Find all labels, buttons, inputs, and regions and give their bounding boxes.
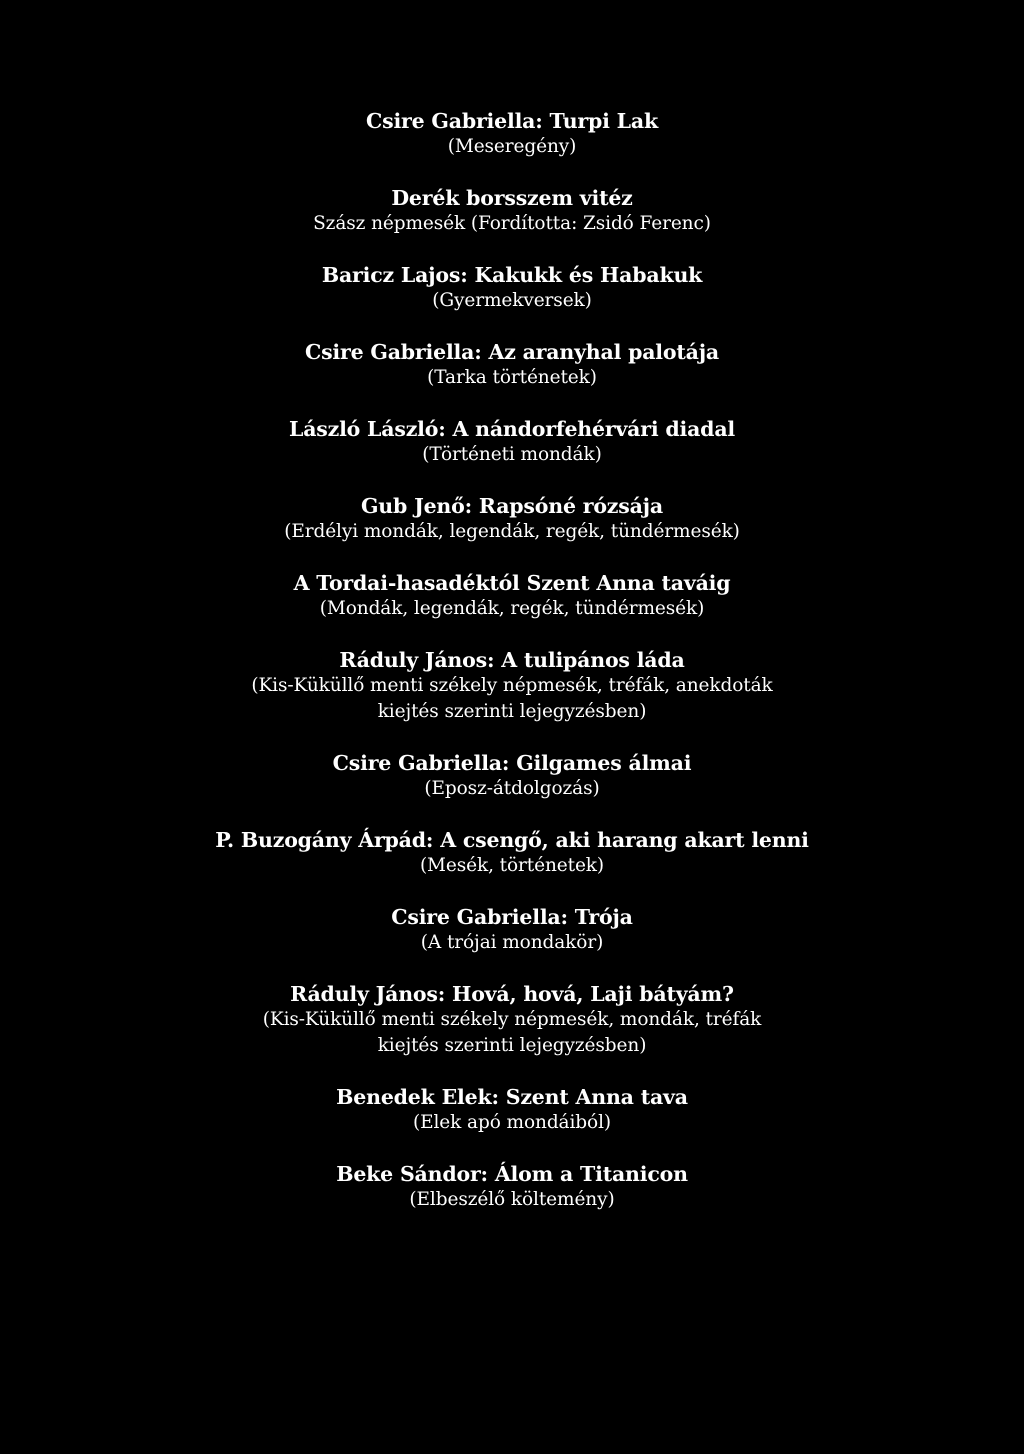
- book-subtitle-line2: kiejtés szerinti lejegyzésben): [377, 701, 647, 722]
- book-title: Csire Gabriella: Az aranyhal palotája: [304, 340, 720, 364]
- book-subtitle-line2: kiejtés szerinti lejegyzésben): [377, 1035, 647, 1056]
- book-entry: [0, 827, 1024, 904]
- book-entry: [0, 570, 1024, 647]
- book-entry: [0, 1161, 1024, 1238]
- book-title: P. Buzogány Árpád: A csengő, aki harang akart lenni: [215, 828, 809, 852]
- book-list: [0, 108, 1024, 1238]
- book-title: Benedek Elek: Szent Anna tava: [336, 1085, 688, 1109]
- book-subtitle: (Történeti mondák): [422, 444, 602, 465]
- book-title: Gub Jenő: Rapsóné rózsája: [361, 494, 663, 518]
- book-subtitle: (Elek apó mondáiból): [412, 1112, 612, 1133]
- book-entry: [0, 416, 1024, 493]
- book-subtitle: (Tarka történetek): [427, 367, 597, 388]
- book-subtitle: (Mondák, legendák, regék, tündérmesék): [319, 598, 705, 619]
- book-title: Beke Sándor: Álom a Titanicon: [336, 1162, 688, 1186]
- book-title: Ráduly János: Hová, hová, Laji bátyám?: [290, 982, 734, 1006]
- book-entry: [0, 981, 1024, 1084]
- book-subtitle: (Eposz-átdolgozás): [424, 778, 600, 799]
- book-entry: [0, 647, 1024, 750]
- book-entry: [0, 339, 1024, 416]
- book-title: Ráduly János: A tulipános láda: [339, 648, 685, 672]
- book-subtitle: (Meseregény): [447, 136, 577, 157]
- book-title: Derék borsszem vitéz: [391, 186, 633, 210]
- book-entry: [0, 750, 1024, 827]
- book-entry: [0, 493, 1024, 570]
- book-subtitle: (A trójai mondakör): [420, 932, 604, 953]
- book-subtitle: Szász népmesék (Fordította: Zsidó Ferenc): [313, 213, 711, 234]
- book-entry: [0, 185, 1024, 262]
- book-title: Baricz Lajos: Kakukk és Habakuk: [321, 263, 703, 287]
- book-subtitle: (Kis-Küküllő menti székely népmesék, mondák, tréfák: [262, 1009, 762, 1030]
- book-subtitle: (Gyermekversek): [432, 290, 592, 311]
- book-entry: [0, 904, 1024, 981]
- book-title: László László: A nándorfehérvári diadal: [288, 417, 735, 441]
- book-title: Csire Gabriella: Turpi Lak: [366, 109, 658, 133]
- book-subtitle: (Elbeszélő költemény): [409, 1189, 615, 1210]
- book-subtitle: (Kis-Küküllő menti székely népmesék, tréfák, anekdoták: [251, 675, 773, 696]
- book-title: Csire Gabriella: Gilgames álmai: [332, 751, 692, 775]
- book-title: Csire Gabriella: Trója: [391, 905, 633, 929]
- book-entry: [0, 1084, 1024, 1161]
- book-entry: [0, 108, 1024, 185]
- book-subtitle: (Mesék, történetek): [419, 855, 605, 876]
- book-title: A Tordai-hasadéktól Szent Anna taváig: [293, 571, 731, 595]
- book-entry: [0, 262, 1024, 339]
- book-subtitle: (Erdélyi mondák, legendák, regék, tündérmesék): [284, 521, 740, 542]
